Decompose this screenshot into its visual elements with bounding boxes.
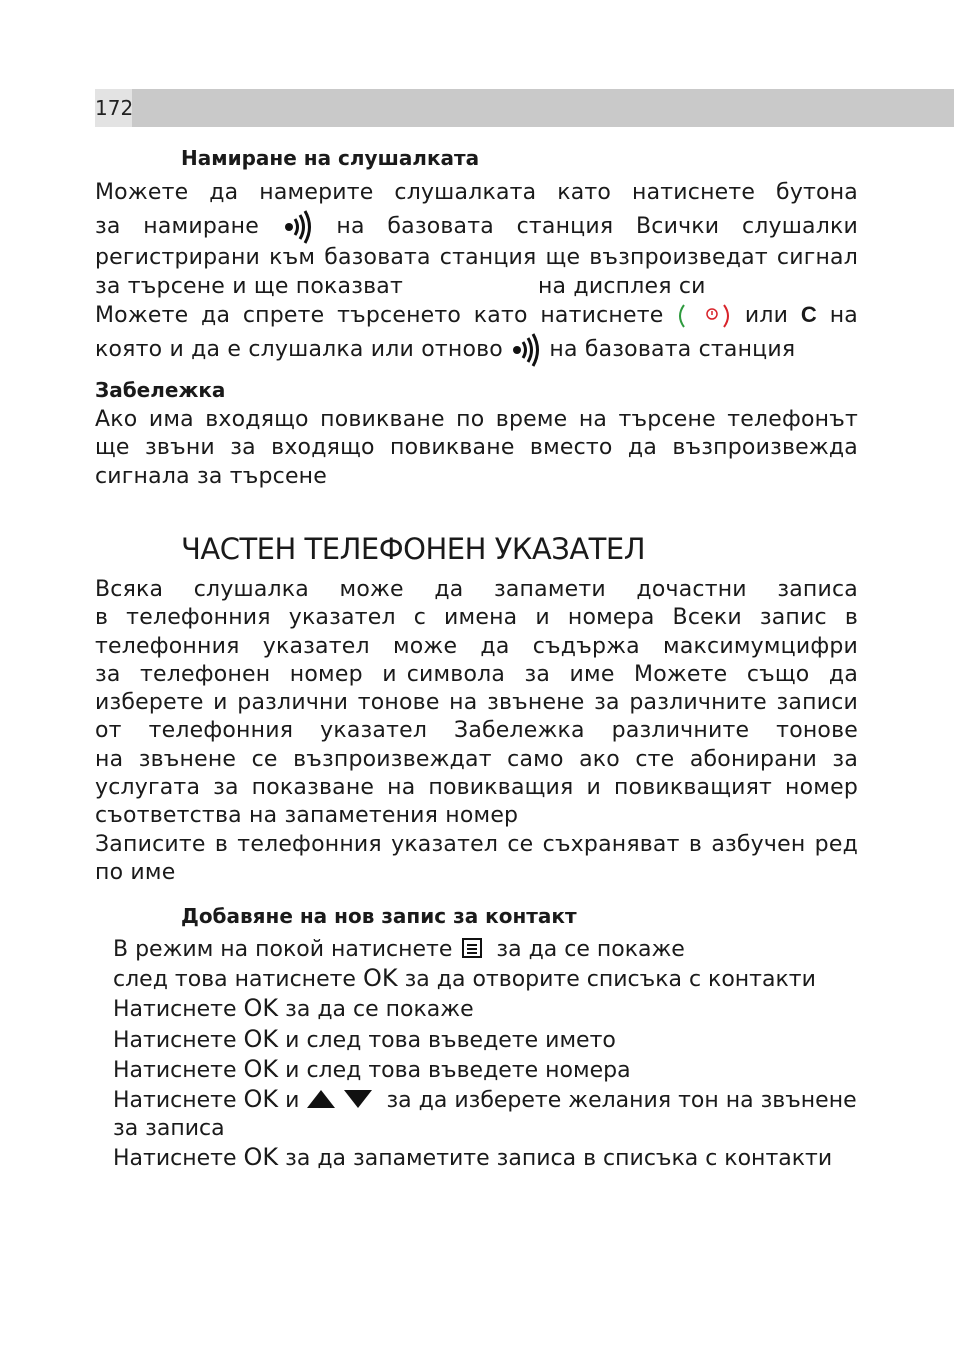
text-line: за търсене и ще показват на дисплея си — [95, 273, 706, 299]
menu-icon — [461, 937, 483, 959]
ok-key-label: OK — [243, 1085, 279, 1114]
note-title: Забележка — [95, 378, 226, 402]
step-line: Натиснете OK за да се покаже — [113, 994, 474, 1023]
text-line: Всяка слушалка може да запамети дочастни записа — [95, 577, 858, 602]
section-title-add-contact: Добавяне на нов запис за контакт — [181, 904, 577, 928]
ok-key-label: OK — [362, 964, 398, 993]
text-line: Можете да спрете търсенето като натиснете или C на — [95, 301, 858, 328]
text-line: Можете да намерите слушалката като натиснете бутона — [95, 180, 858, 205]
text-line: която и да е слушалка или отново на базовата станция — [95, 333, 858, 367]
end-call-icon — [676, 302, 732, 330]
section-title-find-handset: Намиране на слушалката — [181, 146, 480, 170]
text-line: за телефонен номер и символа за име Можете също да — [95, 661, 858, 687]
step-line: след това натиснете OK за да отворите списъка с контакти — [113, 964, 816, 993]
section-title-phonebook: ЧАСТЕН ТЕЛЕФОНЕН УКАЗАТЕЛ — [181, 532, 646, 566]
step-line: В режим на покой натиснете за да се покаже — [113, 937, 685, 962]
text-line: изберете и различни тонове на звънене за различните записи — [95, 690, 858, 716]
add-contact-steps — [113, 936, 857, 1174]
text-line: Ако има входящо повикване по време на търсене телефонът — [95, 407, 858, 432]
text-line: по име — [95, 859, 176, 885]
page-number: 172 — [95, 89, 132, 127]
c-key-label: C — [800, 301, 817, 327]
step-line: Натиснете OK и след това въведете името — [113, 1024, 616, 1053]
text-line: за намиране на базовата станция Всички слушалки — [95, 210, 858, 244]
text-line: услугата за показване на повикващия и повикващият номер — [95, 775, 858, 801]
text-line: телефонния указател може да съдържа максимумцифри — [95, 633, 858, 659]
text-line: регистрирани към базовата станция ще възпроизведат сигнал — [95, 245, 858, 271]
ok-key-label: OK — [243, 1143, 279, 1172]
step-line: Натиснете OK и след това въведете номера — [113, 1054, 631, 1083]
down-arrow-icon — [343, 1089, 373, 1109]
find-handset-icon — [510, 333, 542, 367]
text-line: в телефонния указател с имена и номера Всеки запис в — [95, 605, 858, 631]
note-paragraph — [95, 406, 858, 491]
text-line: на звънене се възпроизвеждат само ако сте абонирани за — [95, 746, 858, 772]
step-line: за записа — [113, 1116, 225, 1142]
text-line: от телефонния указател Забележка различните тонове — [95, 718, 858, 744]
phonebook-paragraph — [95, 576, 858, 887]
step-line: Натиснете OK за да запаметите записа в списъка с контакти — [113, 1143, 833, 1172]
step-line: Натиснете OK и за да изберете желания тон на звънене — [113, 1085, 857, 1114]
find-handset-paragraph — [95, 179, 858, 367]
ok-key-label: OK — [243, 1024, 279, 1053]
text-line: ще звъни за входящо повикване вместо да възпроизвежда — [95, 435, 858, 461]
ok-key-label: OK — [243, 1054, 279, 1083]
page-header-bar — [95, 89, 954, 127]
text-line: съответства на запаметения номер — [95, 803, 519, 829]
find-handset-icon — [282, 210, 314, 244]
ok-key-label: OK — [243, 994, 279, 1023]
text-line: Записите в телефонния указател се съхраняват в азбучен ред — [95, 831, 858, 857]
text-line: сигнала за търсене — [95, 463, 328, 489]
up-arrow-icon — [306, 1089, 336, 1109]
